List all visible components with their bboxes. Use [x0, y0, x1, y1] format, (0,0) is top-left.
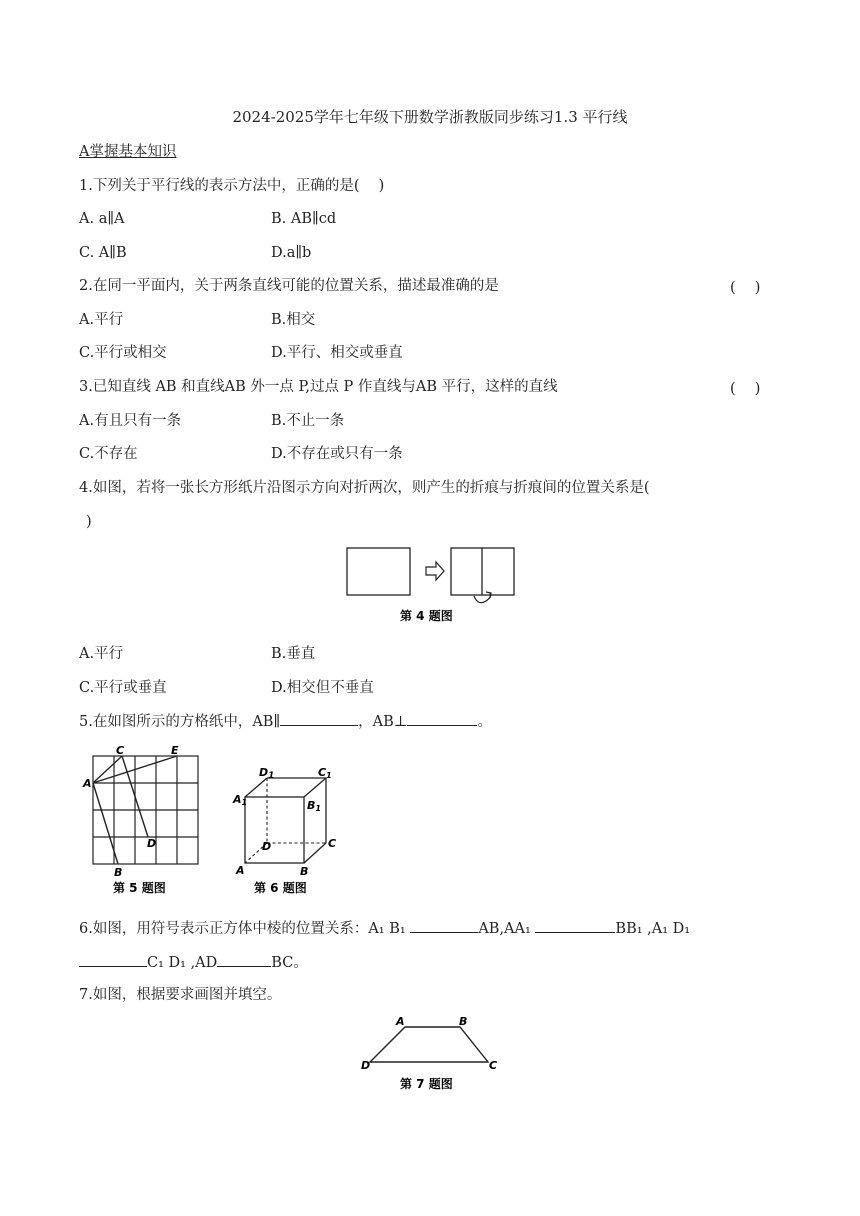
q6-label-c: C — [328, 837, 337, 850]
q5-stem — [79, 711, 492, 732]
q1-option-a: A. a∥A — [79, 211, 125, 227]
q7-label-b: B — [459, 1015, 468, 1028]
q7-label-d: D — [361, 1059, 371, 1072]
q1-option-d: D.a∥b — [271, 245, 312, 261]
q2-option-a: A.平行 — [79, 312, 124, 328]
q6-caption: 第 6 题图 — [254, 881, 307, 895]
q5-text-2: ，AB⊥ — [358, 714, 408, 730]
q6-text-1: 6.如图，用符号表示正方体中棱的位置关系：A₁ B₁ — [79, 921, 411, 937]
q6-blank-3[interactable] — [79, 952, 147, 967]
q3-option-c: C.不存在 — [79, 446, 138, 462]
q5-label-c: C — [116, 744, 125, 757]
q4-option-d: D.相交但不垂直 — [271, 680, 374, 696]
arrow-right-icon — [426, 562, 444, 580]
q6-blank-2[interactable] — [535, 918, 615, 933]
q2-stem: 2.在同一平面内，关于两条直线可能的位置关系，描述最准确的是 — [79, 278, 499, 294]
q4-stem: 4.如图，若将一张长方形纸片沿图示方向对折两次，则产生的折痕与折痕间的位置关系是( — [79, 480, 650, 496]
q7-stem: 7.如图，根据要求画图并填空。 — [79, 987, 282, 1003]
q6-text-2: AB,AA₁ — [478, 921, 536, 937]
q6-label-c1: C1 — [318, 766, 332, 780]
q4-option-a: A.平行 — [79, 646, 124, 662]
page-title: 2024-2025学年七年级下册数学浙教版同步练习1.3 平行线 — [232, 108, 628, 126]
q6-stem-line-1 — [79, 918, 690, 939]
q6-label-d1: D1 — [259, 766, 275, 781]
q7-label-c: C — [489, 1059, 498, 1072]
q5-grid-figure — [80, 744, 210, 896]
section-heading: A掌握基本知识 — [79, 144, 177, 160]
q6-label-a1: A1 — [233, 793, 248, 807]
q6-cube-front-face — [245, 797, 304, 863]
q2-answer-paren: ( ) — [730, 280, 761, 296]
q7-trapezoid — [370, 1027, 488, 1062]
q2-option-c: C.平行或相交 — [79, 345, 167, 361]
q5-label-a: A — [83, 777, 92, 790]
q5-blank-1[interactable] — [280, 711, 358, 726]
q4-figure — [340, 540, 530, 630]
q6-text-3: BB₁ ,A₁ D₁ — [615, 921, 691, 937]
q6-label-a: A — [236, 864, 245, 877]
q5-label-e: E — [171, 744, 179, 757]
q3-option-b: B.不止一条 — [271, 413, 345, 429]
q4-caption: 第 4 题图 — [400, 609, 453, 623]
q6-stem-line-2 — [79, 952, 308, 973]
q6-label-b1: B1 — [307, 799, 321, 813]
q6-blank-4[interactable] — [217, 952, 271, 967]
q1-option-c: C. A∥B — [79, 245, 127, 261]
q1-option-b: B. AB∥cd — [271, 211, 337, 227]
q4-rect-original — [347, 548, 410, 595]
q6-label-d: D — [262, 840, 272, 853]
q5-text-1: 5.在如图所示的方格纸中，AB∥ — [79, 714, 281, 730]
q3-stem: 3.已知直线 AB 和直线AB 外一点 P,过点 P 作直线与AB 平行，这样的直线 — [79, 379, 558, 395]
q6-text-4: C₁ D₁ ,AD — [147, 955, 218, 971]
q3-option-d: D.不存在或只有一条 — [271, 446, 403, 462]
q2-option-d: D.平行、相交或垂直 — [271, 345, 403, 361]
q3-option-a: A.有且只有一条 — [79, 413, 182, 429]
q7-caption: 第 7 题图 — [400, 1077, 453, 1091]
q4-option-c: C.平行或垂直 — [79, 680, 167, 696]
q2-option-b: B.相交 — [271, 312, 316, 328]
q5-blank-2[interactable] — [407, 711, 477, 726]
q6-label-b: B — [300, 865, 309, 878]
q5-caption: 第 5 题图 — [113, 881, 166, 895]
q4-stem-continued: ) — [86, 514, 92, 530]
q4-option-b: B.垂直 — [271, 646, 316, 662]
q7-label-a: A — [396, 1015, 405, 1028]
q6-blank-1[interactable] — [410, 918, 478, 933]
q5-label-b: B — [114, 866, 123, 879]
q3-answer-paren: ( ) — [730, 381, 761, 397]
q1-stem: 1.下列关于平行线的表示方法中，正确的是( ) — [79, 178, 385, 194]
q7-trapezoid-figure — [360, 1012, 510, 1096]
q6-text-5: BC。 — [271, 955, 308, 971]
q5-text-3: 。 — [477, 714, 492, 730]
q5-label-d: D — [147, 837, 157, 850]
q6-cube-figure — [230, 766, 340, 896]
